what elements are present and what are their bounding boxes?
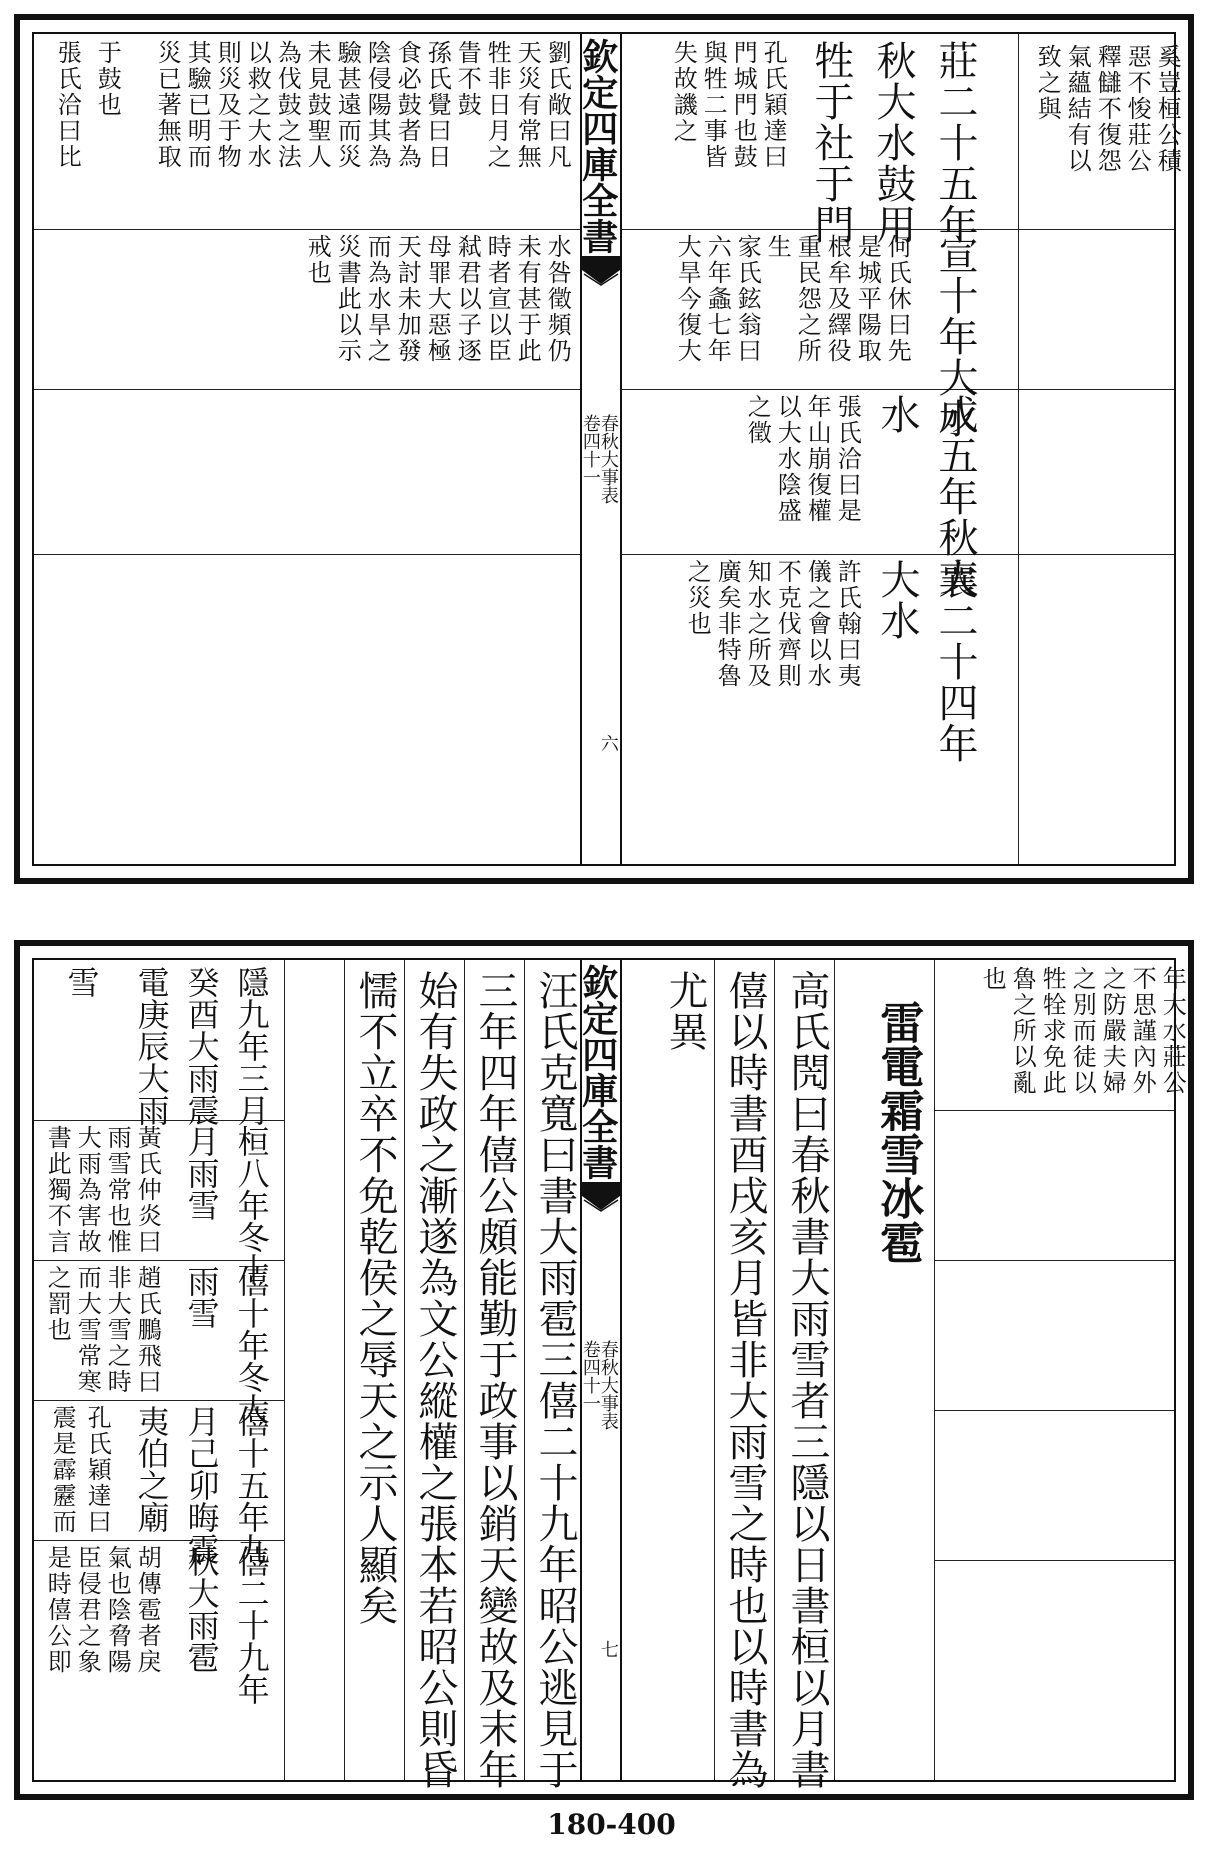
top-left-col-1: 劉氏敞曰凡 — [543, 40, 572, 170]
bottom-heading-divider — [834, 960, 835, 1780]
top-note-1: 孔氏穎達曰 — [759, 40, 788, 170]
bottom-main-divider-2 — [714, 960, 715, 1780]
bottom-table-15: 而大雪常寒 — [73, 1265, 102, 1395]
top-right-note-16: 知水之所及 — [743, 559, 772, 689]
bottom-left-divider-4 — [344, 960, 345, 1780]
top-right-note-14: 儀之會以水 — [803, 559, 832, 689]
page-number: 180-400 — [547, 1808, 676, 1841]
bottom-table-13: 趙氏鵬飛曰 — [133, 1265, 162, 1395]
top-left-lower-1: 水咎徵頻仍 — [543, 234, 572, 364]
top-entry-autumn-flood: 秋大水鼓用 — [870, 40, 916, 245]
bottom-table-26: 臣侵君之象 — [73, 1545, 102, 1675]
bottom-section-heading: 雷電霜雪冰雹 — [872, 1000, 924, 1264]
bottom-table-11: 僖十年冬大 — [232, 1265, 271, 1425]
top-entry-zhuang25: 莊二十五年 — [932, 40, 978, 245]
bottom-page-frame — [14, 940, 1194, 1800]
top-right-note-8: 大旱今復大 — [673, 234, 702, 364]
bottom-left-main-3: 始有失政之漸遂為文公縱權之張本若昭公則昏 — [412, 970, 458, 1790]
top-left-col-12: 則災及于物 — [213, 40, 242, 170]
top-right-note-12: 之徵 — [743, 394, 772, 446]
top-left-col-9: 未見鼓聖人 — [303, 40, 332, 170]
bottom-right-hline-4 — [934, 1560, 1174, 1561]
top-left-col-11: 以救之大水 — [243, 40, 272, 170]
bottom-col-5: 牲牷求免此 — [1038, 966, 1067, 1096]
top-col-4: 氣蘊結有以 — [1063, 44, 1092, 174]
top-left-col-10: 為伐鼓之法 — [273, 40, 302, 170]
top-left-lower-2: 未有甚于此 — [513, 234, 542, 364]
top-right-note-3: 根牟及繹役 — [823, 234, 852, 364]
top-left-lower-5: 母罪大惡極 — [423, 234, 452, 364]
bottom-main-divider-1 — [774, 960, 775, 1780]
top-col-1: 奚豈桓公積 — [1153, 44, 1182, 174]
top-col-2: 惡不悛莊公 — [1123, 44, 1152, 174]
top-book-title: 欽定四庫全書 — [576, 38, 619, 254]
top-left-hline-2 — [34, 389, 580, 390]
bottom-left-main-1: 汪氏克寬曰書大雨雹三僖二十九年昭公逃見于 — [532, 970, 578, 1790]
bottom-table-18: 月己卯晦震 — [182, 1405, 221, 1565]
bottom-table-7: 黃氏仲炎曰 — [133, 1125, 162, 1255]
bottom-table-17: 僖十五年九 — [232, 1405, 271, 1565]
top-entry-xiang24: 襄二十四年 — [932, 559, 978, 764]
top-page-inner-border — [32, 32, 1182, 866]
bottom-book-subtitle: 春秋大事表 — [597, 1340, 619, 1430]
top-left-col-15: 于鼓也 — [93, 40, 122, 118]
bottom-right-hline-2 — [934, 1260, 1174, 1261]
bottom-volume: 卷四十一 — [579, 1340, 601, 1412]
bottom-table-9: 大雨為害故 — [73, 1125, 102, 1255]
top-right-note-2: 是城平陽取 — [853, 234, 882, 364]
top-left-hline-1 — [34, 229, 580, 230]
top-right-note-4: 重民怨之所 — [793, 234, 822, 364]
bottom-table-8: 雨雪常也惟 — [103, 1125, 132, 1255]
bottom-book-title: 欽定四庫全書 — [576, 964, 619, 1180]
top-left-lower-4: 弒君以子逐 — [453, 234, 482, 364]
bottom-table-5: 桓八年冬十 — [232, 1125, 271, 1285]
top-fish-tail-icon — [582, 256, 620, 286]
bottom-table-22: 僖二十九年 — [232, 1545, 271, 1705]
top-entry-cheng5: 成五年秋大 — [932, 394, 978, 599]
top-right-note-11: 以大水陰盛 — [773, 394, 802, 524]
top-entry-sacrifice: 牲于社于門 — [808, 40, 854, 245]
top-left-col-4: 眚不鼓 — [453, 40, 482, 118]
top-entry-big-water: 大水 — [874, 559, 920, 641]
top-right-note-5: 生 — [763, 234, 792, 260]
top-right-note-6: 家氏鉉翁曰 — [733, 234, 762, 364]
top-right-note-17: 廣矣非特魯 — [713, 559, 742, 689]
top-left-col-14: 災已著無取 — [153, 40, 182, 170]
bottom-table-16: 之罰也 — [43, 1265, 72, 1343]
top-right-note-1: 何氏休曰先 — [883, 234, 912, 364]
bottom-left-divider-1 — [524, 960, 525, 1780]
bottom-table-6: 月雨雪 — [182, 1125, 221, 1221]
top-entry-xuan10: 宣十年大水 — [932, 234, 978, 439]
bottom-table-1: 隱九年三月 — [232, 966, 271, 1126]
top-left-col-6: 食必鼓者為 — [393, 40, 422, 170]
bottom-left-divider-3 — [404, 960, 405, 1780]
top-note-2: 門城門也鼓 — [729, 40, 758, 170]
bottom-main-col-3: 尤異 — [662, 970, 708, 1052]
top-left-col-16: 張氏洽曰比 — [53, 40, 82, 170]
bottom-col-7: 也 — [978, 966, 1007, 992]
bottom-col-4: 之別而徒以 — [1068, 966, 1097, 1096]
top-right-note-7: 六年螽七年 — [703, 234, 732, 364]
bottom-table-4: 雪 — [62, 966, 101, 998]
top-left-lower-9: 戒也 — [303, 234, 332, 286]
top-center-strip — [576, 34, 622, 864]
bottom-table-2: 癸酉大雨震 — [182, 966, 221, 1126]
top-right-note-13: 許氏翰曰夷 — [833, 559, 862, 689]
top-right-note-9: 張氏洽曰是 — [833, 394, 862, 524]
bottom-left-main-2: 三年四年僖公頗能勤于政事以銷天變故及末年 — [472, 970, 518, 1790]
top-note-3: 與牲二事皆 — [699, 40, 728, 170]
bottom-page-inner-border — [32, 958, 1187, 1790]
bottom-table-27: 是時僖公即 — [43, 1545, 72, 1675]
top-left-lower-3: 時者宣以臣 — [483, 234, 512, 364]
bottom-table-19: 夷伯之廟 — [132, 1405, 171, 1533]
top-left-hline-3 — [34, 554, 580, 555]
bottom-col-6: 魯之所以亂 — [1008, 966, 1037, 1096]
top-book-subtitle: 春秋大事表 — [597, 414, 619, 504]
bottom-right-hline-1 — [934, 1110, 1174, 1111]
top-right-note-18: 之災也 — [683, 559, 712, 637]
bottom-center-strip — [576, 960, 622, 1780]
bottom-fish-tail-icon — [582, 1182, 620, 1212]
top-col-5: 致之與 — [1033, 44, 1062, 122]
top-note-4: 失故譏之 — [669, 40, 698, 144]
top-col-3: 釋讎不復怨 — [1093, 44, 1122, 174]
bottom-left-divider-2 — [464, 960, 465, 1780]
bottom-left-divider-5 — [284, 960, 285, 1780]
top-left-col-13: 其驗已明而 — [183, 40, 212, 170]
top-left-lower-8: 災書此以示 — [333, 234, 362, 364]
top-left-lower-7: 而為水旱之 — [363, 234, 392, 364]
bottom-right-divider — [934, 960, 935, 1780]
top-left-col-7: 陰侵陽其為 — [363, 40, 392, 170]
bottom-main-col-1: 高氏閌曰春秋書大雨雪者三隱以日書桓以月書 — [784, 970, 830, 1790]
bottom-table-23: 秋大雨雹 — [182, 1545, 221, 1673]
bottom-col-1: 年大水莊公 — [1158, 966, 1187, 1096]
bottom-table-24: 胡傳雹者戾 — [133, 1545, 162, 1675]
top-left-col-5: 孫氏覺曰日 — [423, 40, 452, 170]
top-left-col-8: 驗甚遠而災 — [333, 40, 362, 170]
bottom-table-3: 電庚辰大雨 — [132, 966, 171, 1126]
top-folio: 六 — [597, 734, 619, 752]
top-page-frame — [14, 14, 1194, 884]
bottom-table-14: 非大雪之時 — [103, 1265, 132, 1395]
top-left-col-2: 天災有常無 — [513, 40, 542, 170]
top-volume: 卷四十一 — [579, 414, 601, 486]
top-right-hline-3 — [620, 554, 1174, 555]
top-right-divider — [1018, 34, 1019, 864]
bottom-main-col-2: 僖以時書酉戌亥月皆非大雨雪之時也以時書為 — [722, 970, 768, 1790]
bottom-table-25: 氣也陰脅陽 — [103, 1545, 132, 1675]
bottom-table-20: 孔氏穎達曰 — [83, 1405, 112, 1535]
bottom-right-hline-3 — [934, 1410, 1174, 1411]
top-right-hline-2 — [620, 389, 1174, 390]
bottom-table-21: 震是霹靂而 — [48, 1405, 77, 1535]
top-right-note-10: 年山崩復權 — [803, 394, 832, 524]
top-right-note-15: 不克伐齊則 — [773, 559, 802, 689]
bottom-table-10: 書此獨不言 — [43, 1125, 72, 1255]
top-left-lower-6: 天討未加發 — [393, 234, 422, 364]
top-entry-water: 水 — [874, 394, 920, 435]
bottom-folio: 七 — [597, 1640, 619, 1658]
bottom-col-3: 之防嚴夫婦 — [1098, 966, 1127, 1096]
bottom-table-12: 雨雪 — [182, 1265, 221, 1329]
bottom-left-main-4: 懦不立卒不免乾侯之辱天之示人顯矣 — [352, 970, 398, 1626]
bottom-col-2: 不思謹內外 — [1128, 966, 1157, 1096]
top-left-col-3: 牲非日月之 — [483, 40, 512, 170]
